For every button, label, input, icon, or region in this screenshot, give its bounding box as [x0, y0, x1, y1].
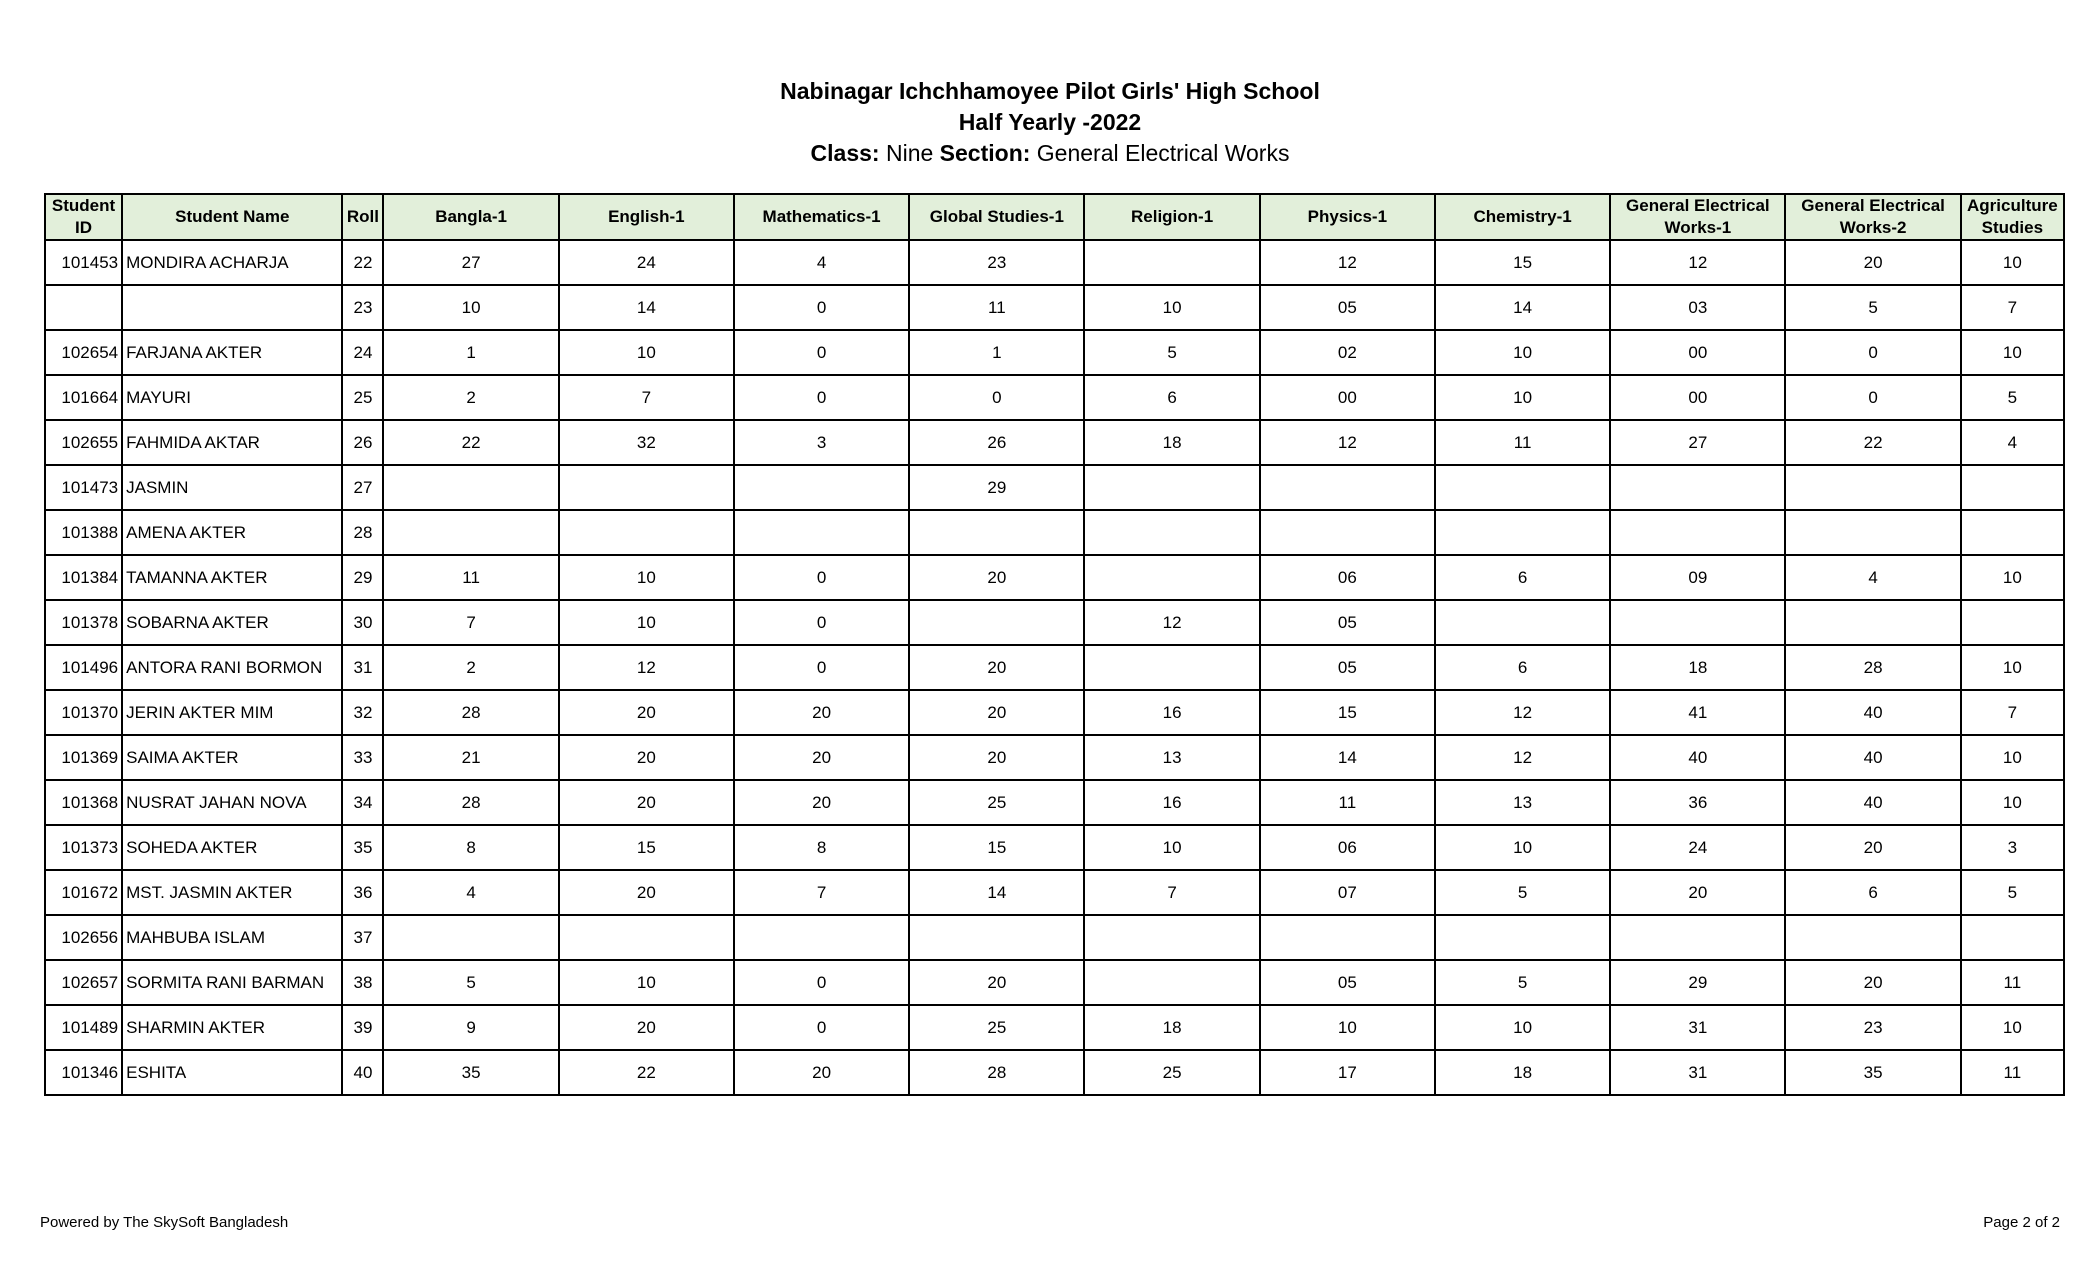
physics-1-cell: [1260, 915, 1435, 960]
gew-2-cell: 0: [1785, 375, 1960, 420]
religion-1-cell: [1084, 510, 1259, 555]
chemistry-1-cell: 5: [1435, 960, 1610, 1005]
student-id-cell: 102655: [45, 420, 122, 465]
table-row: [45, 915, 2064, 960]
english-1-cell: 15: [559, 825, 734, 870]
agriculture-studies-cell: [1961, 465, 2064, 510]
english-1-cell: [559, 465, 734, 510]
bangla-1-cell: [383, 510, 558, 555]
column-header: English-1: [559, 194, 734, 240]
student-id-cell: 101496: [45, 645, 122, 690]
agriculture-studies-cell: 5: [1961, 375, 2064, 420]
global-studies-1-cell: 20: [909, 690, 1084, 735]
student-id-cell: 102654: [45, 330, 122, 375]
roll-cell: 29: [342, 555, 383, 600]
student-name-cell: FARJANA AKTER: [122, 330, 342, 375]
gew-1-cell: 31: [1610, 1050, 1785, 1095]
column-header: Chemistry-1: [1435, 194, 1610, 240]
student-id-cell: 101368: [45, 780, 122, 825]
religion-1-cell: [1084, 465, 1259, 510]
student-name-cell: MONDIRA ACHARJA: [122, 240, 342, 285]
bangla-1-cell: 2: [383, 375, 558, 420]
student-id-cell: 101473: [45, 465, 122, 510]
exam-title: Half Yearly -2022: [958, 109, 1142, 135]
column-header: Roll: [342, 194, 383, 240]
english-1-cell: 20: [559, 870, 734, 915]
table-row: [45, 960, 2064, 1005]
agriculture-studies-cell: 10: [1961, 735, 2064, 780]
physics-1-cell: 17: [1260, 1050, 1435, 1095]
gew-2-cell: [1785, 465, 1960, 510]
mathematics-1-cell: [734, 915, 909, 960]
powered-by: Powered by The SkySoft Bangladesh: [40, 1214, 289, 1231]
gew-2-cell: 40: [1785, 780, 1960, 825]
agriculture-studies-cell: 11: [1961, 960, 2064, 1005]
table-row: [45, 465, 2064, 510]
global-studies-1-cell: 28: [909, 1050, 1084, 1095]
gew-2-cell: 20: [1785, 825, 1960, 870]
bangla-1-cell: 9: [383, 1005, 558, 1050]
physics-1-cell: 15: [1260, 690, 1435, 735]
mathematics-1-cell: 20: [734, 735, 909, 780]
agriculture-studies-cell: [1961, 915, 2064, 960]
roll-cell: 32: [342, 690, 383, 735]
roll-cell: 37: [342, 915, 383, 960]
column-header: General Electrical Works-2: [1785, 194, 1960, 240]
student-id-cell: 101489: [45, 1005, 122, 1050]
section-label: Section:: [939, 140, 1031, 166]
table-row: [45, 510, 2064, 555]
global-studies-1-cell: 20: [909, 645, 1084, 690]
gew-2-cell: 20: [1785, 240, 1960, 285]
column-header: Bangla-1: [383, 194, 558, 240]
physics-1-cell: 12: [1260, 420, 1435, 465]
roll-cell: 39: [342, 1005, 383, 1050]
agriculture-studies-cell: [1961, 510, 2064, 555]
physics-1-cell: [1260, 510, 1435, 555]
roll-cell: 23: [342, 285, 383, 330]
class-label: Class:: [810, 140, 880, 166]
mathematics-1-cell: 20: [734, 1050, 909, 1095]
student-name-cell: [122, 285, 342, 330]
report-header: [0, 76, 2100, 169]
student-name-cell: FAHMIDA AKTAR: [122, 420, 342, 465]
table-row: [45, 375, 2064, 420]
table-row: [45, 420, 2064, 465]
agriculture-studies-cell: 10: [1961, 240, 2064, 285]
table-row: [45, 330, 2064, 375]
table-row: [45, 600, 2064, 645]
gew-1-cell: 36: [1610, 780, 1785, 825]
physics-1-cell: 06: [1260, 825, 1435, 870]
roll-cell: 22: [342, 240, 383, 285]
roll-cell: 40: [342, 1050, 383, 1095]
gew-2-cell: 40: [1785, 690, 1960, 735]
chemistry-1-cell: 10: [1435, 375, 1610, 420]
english-1-cell: 10: [559, 330, 734, 375]
global-studies-1-cell: 20: [909, 735, 1084, 780]
global-studies-1-cell: 11: [909, 285, 1084, 330]
agriculture-studies-cell: 10: [1961, 645, 2064, 690]
chemistry-1-cell: [1435, 915, 1610, 960]
physics-1-cell: 05: [1260, 600, 1435, 645]
physics-1-cell: 14: [1260, 735, 1435, 780]
student-name-cell: AMENA AKTER: [122, 510, 342, 555]
roll-cell: 33: [342, 735, 383, 780]
bangla-1-cell: 27: [383, 240, 558, 285]
roll-cell: 24: [342, 330, 383, 375]
agriculture-studies-cell: 7: [1961, 285, 2064, 330]
chemistry-1-cell: 18: [1435, 1050, 1610, 1095]
religion-1-cell: 6: [1084, 375, 1259, 420]
bangla-1-cell: 7: [383, 600, 558, 645]
column-header: Mathematics-1: [734, 194, 909, 240]
religion-1-cell: [1084, 240, 1259, 285]
gew-2-cell: 23: [1785, 1005, 1960, 1050]
student-name-cell: SHARMIN AKTER: [122, 1005, 342, 1050]
global-studies-1-cell: [909, 510, 1084, 555]
roll-cell: 31: [342, 645, 383, 690]
student-id-cell: 102657: [45, 960, 122, 1005]
roll-cell: 36: [342, 870, 383, 915]
physics-1-cell: 07: [1260, 870, 1435, 915]
student-name-cell: NUSRAT JAHAN NOVA: [122, 780, 342, 825]
english-1-cell: 10: [559, 600, 734, 645]
mathematics-1-cell: 0: [734, 555, 909, 600]
religion-1-cell: 10: [1084, 285, 1259, 330]
chemistry-1-cell: 10: [1435, 330, 1610, 375]
chemistry-1-cell: [1435, 600, 1610, 645]
student-name-cell: ESHITA: [122, 1050, 342, 1095]
religion-1-cell: 16: [1084, 690, 1259, 735]
column-header: Physics-1: [1260, 194, 1435, 240]
student-name-cell: ANTORA RANI BORMON: [122, 645, 342, 690]
student-name-cell: SORMITA RANI BARMAN: [122, 960, 342, 1005]
english-1-cell: 20: [559, 1005, 734, 1050]
mathematics-1-cell: 8: [734, 825, 909, 870]
table-row: [45, 555, 2064, 600]
bangla-1-cell: 28: [383, 780, 558, 825]
roll-cell: 26: [342, 420, 383, 465]
english-1-cell: 20: [559, 780, 734, 825]
agriculture-studies-cell: 10: [1961, 555, 2064, 600]
global-studies-1-cell: 25: [909, 1005, 1084, 1050]
physics-1-cell: 05: [1260, 285, 1435, 330]
religion-1-cell: [1084, 915, 1259, 960]
physics-1-cell: 05: [1260, 960, 1435, 1005]
religion-1-cell: 12: [1084, 600, 1259, 645]
student-id-cell: 101370: [45, 690, 122, 735]
global-studies-1-cell: 26: [909, 420, 1084, 465]
student-id-cell: 101388: [45, 510, 122, 555]
table-row: [45, 285, 2064, 330]
chemistry-1-cell: [1435, 465, 1610, 510]
student-id-cell: 101453: [45, 240, 122, 285]
english-1-cell: 20: [559, 690, 734, 735]
mathematics-1-cell: 4: [734, 240, 909, 285]
religion-1-cell: [1084, 555, 1259, 600]
gew-2-cell: [1785, 915, 1960, 960]
bangla-1-cell: [383, 465, 558, 510]
bangla-1-cell: 35: [383, 1050, 558, 1095]
roll-cell: 25: [342, 375, 383, 420]
table-row: [45, 690, 2064, 735]
global-studies-1-cell: 1: [909, 330, 1084, 375]
mathematics-1-cell: 0: [734, 600, 909, 645]
mathematics-1-cell: 0: [734, 960, 909, 1005]
student-id-cell: [45, 285, 122, 330]
bangla-1-cell: 21: [383, 735, 558, 780]
column-header: Student Name: [122, 194, 342, 240]
gew-1-cell: 31: [1610, 1005, 1785, 1050]
chemistry-1-cell: [1435, 510, 1610, 555]
student-id-cell: 101373: [45, 825, 122, 870]
bangla-1-cell: 11: [383, 555, 558, 600]
global-studies-1-cell: [909, 600, 1084, 645]
student-name-cell: JASMIN: [122, 465, 342, 510]
roll-cell: 35: [342, 825, 383, 870]
physics-1-cell: 11: [1260, 780, 1435, 825]
student-name-cell: MAHBUBA ISLAM: [122, 915, 342, 960]
table-row: [45, 780, 2064, 825]
chemistry-1-cell: 5: [1435, 870, 1610, 915]
page-number: Page 2 of 2: [1983, 1214, 2060, 1231]
column-header: Student ID: [45, 194, 122, 240]
english-1-cell: 10: [559, 960, 734, 1005]
chemistry-1-cell: 10: [1435, 1005, 1610, 1050]
table-row: [45, 240, 2064, 285]
gew-1-cell: 24: [1610, 825, 1785, 870]
religion-1-cell: [1084, 645, 1259, 690]
english-1-cell: 22: [559, 1050, 734, 1095]
gew-1-cell: [1610, 915, 1785, 960]
student-id-cell: 101378: [45, 600, 122, 645]
agriculture-studies-cell: 7: [1961, 690, 2064, 735]
religion-1-cell: 5: [1084, 330, 1259, 375]
english-1-cell: 10: [559, 555, 734, 600]
gew-2-cell: 6: [1785, 870, 1960, 915]
student-id-cell: 101672: [45, 870, 122, 915]
religion-1-cell: 13: [1084, 735, 1259, 780]
bangla-1-cell: 28: [383, 690, 558, 735]
roll-cell: 38: [342, 960, 383, 1005]
gew-1-cell: 00: [1610, 330, 1785, 375]
student-id-cell: 101346: [45, 1050, 122, 1095]
bangla-1-cell: 1: [383, 330, 558, 375]
global-studies-1-cell: 25: [909, 780, 1084, 825]
table-row: [45, 870, 2064, 915]
column-header: Global Studies-1: [909, 194, 1084, 240]
gew-1-cell: 20: [1610, 870, 1785, 915]
chemistry-1-cell: 15: [1435, 240, 1610, 285]
student-id-cell: 101369: [45, 735, 122, 780]
student-name-cell: MST. JASMIN AKTER: [122, 870, 342, 915]
agriculture-studies-cell: 4: [1961, 420, 2064, 465]
results-table: [44, 193, 2065, 1096]
english-1-cell: 7: [559, 375, 734, 420]
agriculture-studies-cell: 5: [1961, 870, 2064, 915]
student-id-cell: 101384: [45, 555, 122, 600]
gew-1-cell: 29: [1610, 960, 1785, 1005]
global-studies-1-cell: 0: [909, 375, 1084, 420]
global-studies-1-cell: 14: [909, 870, 1084, 915]
religion-1-cell: 18: [1084, 1005, 1259, 1050]
chemistry-1-cell: 13: [1435, 780, 1610, 825]
student-id-cell: 102656: [45, 915, 122, 960]
agriculture-studies-cell: 3: [1961, 825, 2064, 870]
english-1-cell: 32: [559, 420, 734, 465]
global-studies-1-cell: 20: [909, 960, 1084, 1005]
student-id-cell: 101664: [45, 375, 122, 420]
agriculture-studies-cell: 10: [1961, 1005, 2064, 1050]
gew-1-cell: [1610, 600, 1785, 645]
religion-1-cell: [1084, 960, 1259, 1005]
agriculture-studies-cell: 10: [1961, 780, 2064, 825]
gew-1-cell: 40: [1610, 735, 1785, 780]
gew-2-cell: [1785, 600, 1960, 645]
global-studies-1-cell: 23: [909, 240, 1084, 285]
mathematics-1-cell: [734, 510, 909, 555]
english-1-cell: [559, 915, 734, 960]
agriculture-studies-cell: [1961, 600, 2064, 645]
student-name-cell: TAMANNA AKTER: [122, 555, 342, 600]
mathematics-1-cell: 20: [734, 690, 909, 735]
class-value: Nine: [885, 140, 934, 166]
english-1-cell: 24: [559, 240, 734, 285]
gew-1-cell: 09: [1610, 555, 1785, 600]
school-name: Nabinagar Ichchhamoyee Pilot Girls' High School: [780, 78, 1320, 104]
english-1-cell: 20: [559, 735, 734, 780]
gew-1-cell: 00: [1610, 375, 1785, 420]
roll-cell: 34: [342, 780, 383, 825]
english-1-cell: [559, 510, 734, 555]
table-row: [45, 735, 2064, 780]
gew-1-cell: [1610, 510, 1785, 555]
mathematics-1-cell: 0: [734, 645, 909, 690]
roll-cell: 27: [342, 465, 383, 510]
gew-1-cell: 03: [1610, 285, 1785, 330]
gew-2-cell: 4: [1785, 555, 1960, 600]
physics-1-cell: 00: [1260, 375, 1435, 420]
gew-2-cell: 0: [1785, 330, 1960, 375]
global-studies-1-cell: [909, 915, 1084, 960]
bangla-1-cell: 5: [383, 960, 558, 1005]
chemistry-1-cell: 6: [1435, 555, 1610, 600]
bangla-1-cell: [383, 915, 558, 960]
global-studies-1-cell: 20: [909, 555, 1084, 600]
religion-1-cell: 25: [1084, 1050, 1259, 1095]
agriculture-studies-cell: 10: [1961, 330, 2064, 375]
religion-1-cell: 18: [1084, 420, 1259, 465]
religion-1-cell: 16: [1084, 780, 1259, 825]
table-row: [45, 1050, 2064, 1095]
physics-1-cell: 02: [1260, 330, 1435, 375]
chemistry-1-cell: 10: [1435, 825, 1610, 870]
gew-2-cell: 20: [1785, 960, 1960, 1005]
mathematics-1-cell: 0: [734, 285, 909, 330]
student-name-cell: SOBARNA AKTER: [122, 600, 342, 645]
roll-cell: 28: [342, 510, 383, 555]
global-studies-1-cell: 15: [909, 825, 1084, 870]
mathematics-1-cell: 0: [734, 330, 909, 375]
chemistry-1-cell: 11: [1435, 420, 1610, 465]
chemistry-1-cell: 12: [1435, 735, 1610, 780]
gew-2-cell: 28: [1785, 645, 1960, 690]
roll-cell: 30: [342, 600, 383, 645]
table-row: [45, 825, 2064, 870]
mathematics-1-cell: 7: [734, 870, 909, 915]
gew-1-cell: [1610, 465, 1785, 510]
physics-1-cell: 06: [1260, 555, 1435, 600]
table-header-row: [45, 194, 2064, 240]
chemistry-1-cell: 14: [1435, 285, 1610, 330]
bangla-1-cell: 4: [383, 870, 558, 915]
religion-1-cell: 7: [1084, 870, 1259, 915]
bangla-1-cell: 2: [383, 645, 558, 690]
gew-1-cell: 12: [1610, 240, 1785, 285]
global-studies-1-cell: 29: [909, 465, 1084, 510]
physics-1-cell: 10: [1260, 1005, 1435, 1050]
physics-1-cell: 05: [1260, 645, 1435, 690]
table-row: [45, 645, 2064, 690]
chemistry-1-cell: 12: [1435, 690, 1610, 735]
mathematics-1-cell: [734, 465, 909, 510]
gew-1-cell: 27: [1610, 420, 1785, 465]
english-1-cell: 14: [559, 285, 734, 330]
english-1-cell: 12: [559, 645, 734, 690]
gew-2-cell: 35: [1785, 1050, 1960, 1095]
physics-1-cell: 12: [1260, 240, 1435, 285]
gew-2-cell: [1785, 510, 1960, 555]
bangla-1-cell: 22: [383, 420, 558, 465]
mathematics-1-cell: 3: [734, 420, 909, 465]
agriculture-studies-cell: 11: [1961, 1050, 2064, 1095]
mathematics-1-cell: 20: [734, 780, 909, 825]
gew-2-cell: 40: [1785, 735, 1960, 780]
chemistry-1-cell: 6: [1435, 645, 1610, 690]
student-name-cell: SOHEDA AKTER: [122, 825, 342, 870]
student-name-cell: MAYURI: [122, 375, 342, 420]
gew-1-cell: 41: [1610, 690, 1785, 735]
gew-1-cell: 18: [1610, 645, 1785, 690]
section-value: General Electrical Works: [1036, 140, 1290, 166]
mathematics-1-cell: 0: [734, 1005, 909, 1050]
bangla-1-cell: 8: [383, 825, 558, 870]
column-header: General Electrical Works-1: [1610, 194, 1785, 240]
religion-1-cell: 10: [1084, 825, 1259, 870]
student-name-cell: JERIN AKTER MIM: [122, 690, 342, 735]
gew-2-cell: 22: [1785, 420, 1960, 465]
student-name-cell: SAIMA AKTER: [122, 735, 342, 780]
bangla-1-cell: 10: [383, 285, 558, 330]
mathematics-1-cell: 0: [734, 375, 909, 420]
column-header: Religion-1: [1084, 194, 1259, 240]
column-header: Agriculture Studies: [1961, 194, 2064, 240]
results-body: [45, 240, 2064, 1095]
physics-1-cell: [1260, 465, 1435, 510]
table-row: [45, 1005, 2064, 1050]
gew-2-cell: 5: [1785, 285, 1960, 330]
class-section-line: [0, 138, 2100, 169]
